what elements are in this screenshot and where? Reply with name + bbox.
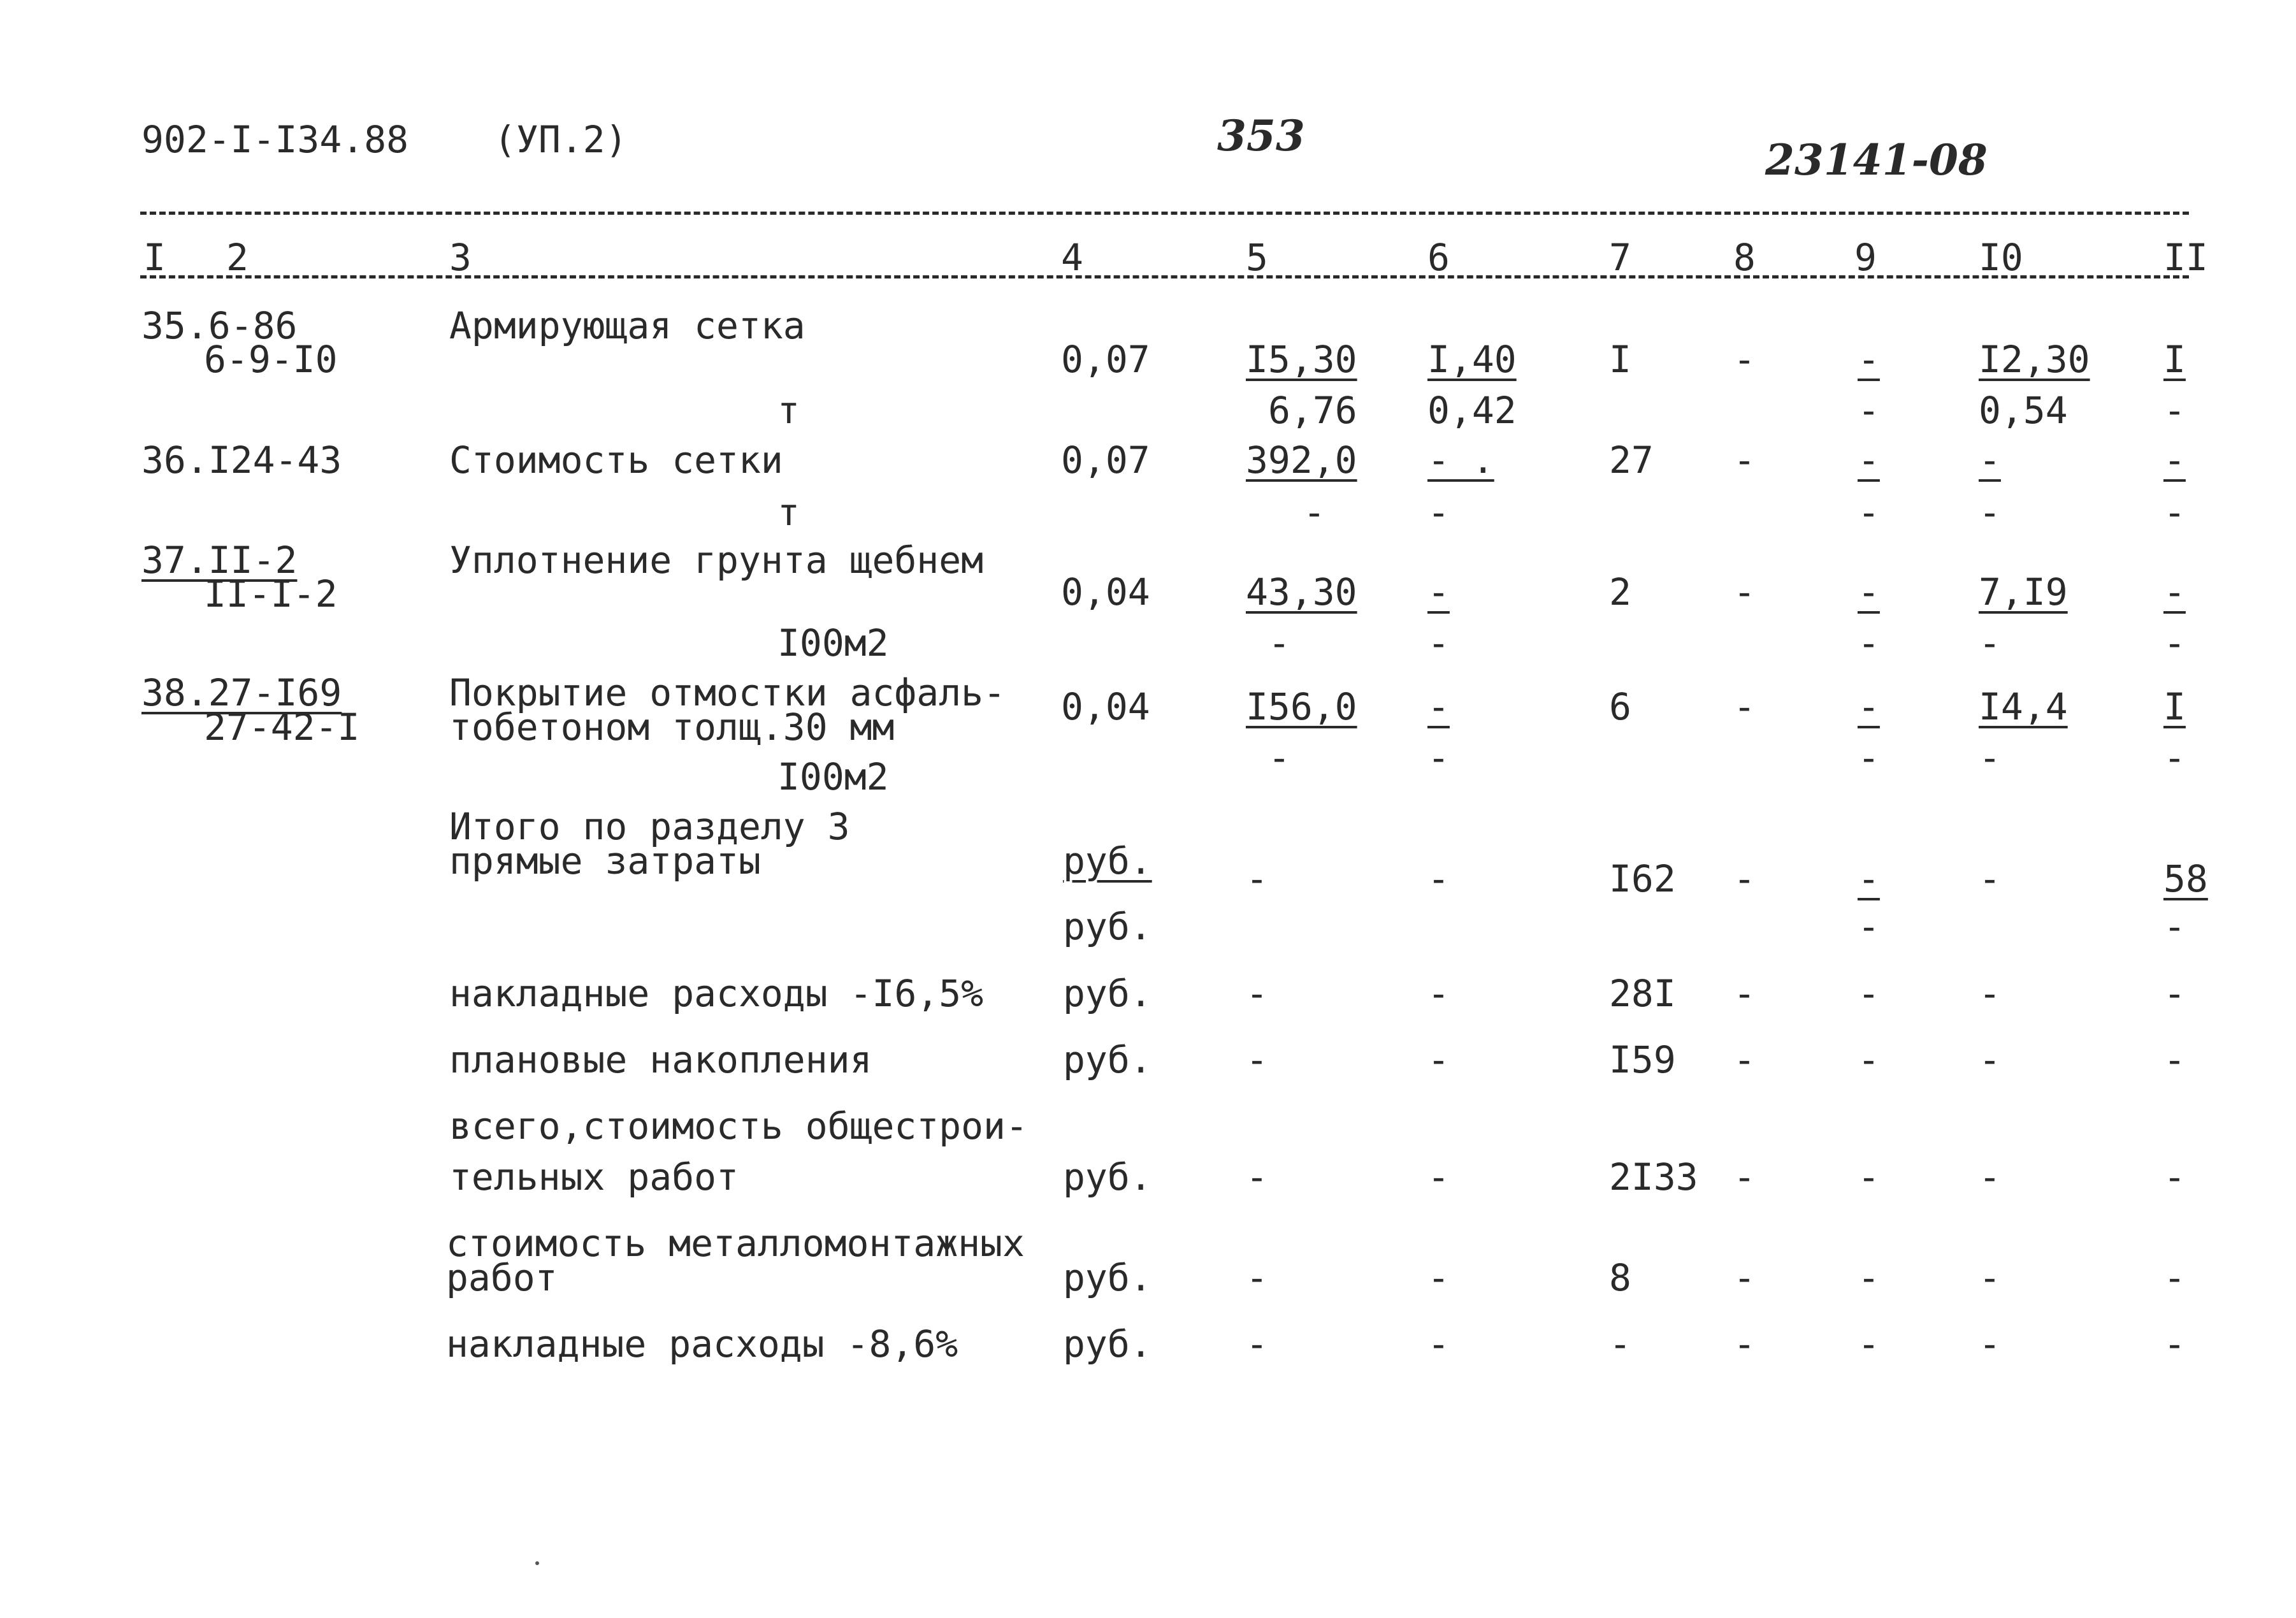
- planned-savings-col5: -: [1246, 1038, 1268, 1081]
- row-37-col11-sub: -: [2163, 621, 2186, 665]
- row-36-col7: 27: [1609, 438, 1654, 482]
- row-36-col6-sub: -: [1427, 491, 1450, 534]
- row-35-col10-sub: 0,54: [1979, 389, 2068, 432]
- row-35-col5: I5,30: [1246, 338, 1357, 381]
- metal-works-unit: руб.: [1063, 1256, 1152, 1299]
- row-38-code: 38.27-I69: [141, 671, 342, 714]
- row-37-col4: 0,04: [1061, 570, 1150, 614]
- totals-direct-col6: -: [1427, 857, 1450, 900]
- overhead-col11: -: [2163, 972, 2186, 1015]
- overhead-col5: -: [1246, 972, 1268, 1015]
- overhead-metal-col9: -: [1858, 1322, 1880, 1366]
- row-38-col11-sub: -: [2163, 736, 2186, 779]
- row-35-col10: I2,30: [1979, 338, 2090, 381]
- row-36-col11-sub: -: [2163, 491, 2186, 534]
- overhead-metal-unit: руб.: [1063, 1322, 1152, 1366]
- overhead-metal-col11: -: [2163, 1322, 2186, 1366]
- row-36-col6: - .: [1427, 438, 1494, 482]
- column-header-2: 2: [226, 236, 249, 279]
- metal-works-col5: -: [1246, 1256, 1268, 1299]
- column-header-4: 4: [1061, 236, 1083, 279]
- handwritten-number: 23141-08: [1765, 135, 1988, 185]
- totals-direct-unit: руб.: [1063, 839, 1152, 883]
- overhead-col6: -: [1427, 972, 1450, 1015]
- header-bottom-rule: [140, 275, 2189, 278]
- row-36-unit: т: [777, 491, 800, 534]
- overhead-metal-col5: -: [1246, 1322, 1268, 1366]
- overhead-metal-col6: -: [1427, 1322, 1450, 1366]
- column-header-10: I0: [1979, 236, 2023, 279]
- row-38-col8: -: [1733, 685, 1756, 728]
- overhead-col9: -: [1858, 972, 1880, 1015]
- column-header-9: 9: [1854, 236, 1877, 279]
- row-35-name: Армирующая сетка: [449, 304, 805, 347]
- row-36-name: Стоимость сетки: [449, 438, 783, 482]
- planned-savings-col8: -: [1733, 1038, 1756, 1081]
- planned-savings-col7: I59: [1609, 1038, 1676, 1081]
- column-header-5: 5: [1246, 236, 1268, 279]
- row-35-col6: I,40: [1427, 338, 1517, 381]
- row-37-code-sub: II-I-2: [204, 572, 338, 616]
- row-35-col5-sub: 6,76: [1268, 389, 1357, 432]
- total-construction-col8: -: [1733, 1155, 1756, 1199]
- row-37-col9: -: [1858, 570, 1880, 614]
- planned-savings-label: плановые накопления: [449, 1038, 872, 1081]
- row-38-col7: 6: [1609, 685, 1631, 728]
- row-36-col8: -: [1733, 438, 1756, 482]
- row-35-col11: I: [2163, 338, 2186, 381]
- column-header-1: I: [143, 236, 166, 279]
- row-35-col6-sub: 0,42: [1427, 389, 1517, 432]
- row-35-col7: I: [1609, 338, 1631, 381]
- total-construction-col9: -: [1858, 1155, 1880, 1199]
- overhead-label: накладные расходы -I6,5%: [449, 972, 984, 1015]
- row-36-col10-sub: -: [1979, 491, 2001, 534]
- row-35-code: 35.6-86: [141, 304, 298, 347]
- column-header-11: II: [2163, 236, 2208, 279]
- row-35-col9-sub: -: [1858, 389, 1880, 432]
- column-header-6: 6: [1427, 236, 1450, 279]
- planned-savings-col11: -: [2163, 1038, 2186, 1081]
- totals-direct-col7: I62: [1609, 857, 1676, 900]
- row-36-col5: 392,0: [1246, 438, 1357, 482]
- row-35-col9: -: [1858, 338, 1880, 381]
- totals-direct-col11: 58: [2163, 857, 2208, 900]
- planned-savings-col10: -: [1979, 1038, 2001, 1081]
- total-construction-label-line2: тельных работ: [449, 1155, 739, 1199]
- row-36-col4: 0,07: [1061, 438, 1150, 482]
- row-36-code: 36.I24-43: [141, 438, 342, 482]
- totals-title: Итого по разделу 3: [449, 805, 850, 848]
- column-header-8: 8: [1733, 236, 1756, 279]
- planned-savings-unit: руб.: [1063, 1038, 1152, 1081]
- row-38-col6: -: [1427, 685, 1450, 728]
- row-37-col6-sub: -: [1427, 621, 1450, 665]
- section-code: (УП.2): [494, 118, 628, 161]
- row-37-unit: I00м2: [777, 621, 889, 665]
- stray-dot: [535, 1561, 539, 1565]
- totals-direct-unit-sub: руб.: [1063, 905, 1152, 948]
- row-36-col11: -: [2163, 438, 2186, 482]
- totals-direct-col8: -: [1733, 857, 1756, 900]
- total-construction-unit: руб.: [1063, 1155, 1152, 1199]
- row-36-col9-sub: -: [1858, 491, 1880, 534]
- row-38-name-line2: тобетоном толщ.30 мм: [449, 705, 895, 749]
- row-38-col5: I56,0: [1246, 685, 1357, 728]
- totals-direct-label: прямые затраты: [449, 839, 761, 883]
- column-header-3: 3: [449, 236, 472, 279]
- row-36-col5-sub: -: [1303, 491, 1325, 534]
- overhead-metal-col7: -: [1609, 1322, 1631, 1366]
- overhead-metal-col10: -: [1979, 1322, 2001, 1366]
- row-37-col9-sub: -: [1858, 621, 1880, 665]
- row-38-col6-sub: -: [1427, 736, 1450, 779]
- metal-works-label-line2: работ: [446, 1256, 558, 1299]
- row-37-code: 37.II-2: [141, 538, 298, 582]
- page-number: 353: [1217, 111, 1305, 161]
- metal-works-col7: 8: [1609, 1256, 1631, 1299]
- overhead-col8: -: [1733, 972, 1756, 1015]
- row-38-col9: -: [1858, 685, 1880, 728]
- total-construction-col5: -: [1246, 1155, 1268, 1199]
- row-38-col10: I4,4: [1979, 685, 2068, 728]
- total-construction-col11: -: [2163, 1155, 2186, 1199]
- total-construction-col6: -: [1427, 1155, 1450, 1199]
- metal-works-label-line1: стоимость металломонтажных: [446, 1222, 1025, 1265]
- totals-direct-col11-sub: -: [2163, 905, 2186, 948]
- total-construction-label-line1: всего,стоимость общестрои-: [449, 1104, 1028, 1148]
- header-top-rule: [140, 212, 2189, 215]
- row-37-col7: 2: [1609, 570, 1631, 614]
- row-36-col9: -: [1858, 438, 1880, 482]
- row-35-col11-sub: -: [2163, 389, 2186, 432]
- total-construction-col7: 2I33: [1609, 1155, 1698, 1199]
- metal-works-col6: -: [1427, 1256, 1450, 1299]
- overhead-col10: -: [1979, 972, 2001, 1015]
- row-35-code-sub: 6-9-I0: [204, 338, 338, 381]
- overhead-metal-label: накладные расходы -8,6%: [446, 1322, 958, 1366]
- row-38-unit: I00м2: [777, 755, 889, 798]
- metal-works-col11: -: [2163, 1256, 2186, 1299]
- metal-works-col10: -: [1979, 1256, 2001, 1299]
- document-code: 902-I-I34.88: [141, 118, 409, 161]
- row-37-col10: 7,I9: [1979, 570, 2068, 614]
- overhead-col7: 28I: [1609, 972, 1676, 1015]
- row-38-code-sub: 27-42-I: [204, 705, 360, 749]
- row-37-col8: -: [1733, 570, 1756, 614]
- row-38-col11: I: [2163, 685, 2186, 728]
- totals-direct-col9-sub: -: [1858, 905, 1880, 948]
- column-header-7: 7: [1609, 236, 1631, 279]
- metal-works-col9: -: [1858, 1256, 1880, 1299]
- row-37-col6: -: [1427, 570, 1450, 614]
- totals-direct-col10: -: [1979, 857, 2001, 900]
- totals-direct-col5: -: [1246, 857, 1268, 900]
- row-37-col5: 43,30: [1246, 570, 1357, 614]
- row-37-col11: -: [2163, 570, 2186, 614]
- row-38-col5-sub: -: [1268, 736, 1290, 779]
- row-38-col9-sub: -: [1858, 736, 1880, 779]
- planned-savings-col6: -: [1427, 1038, 1450, 1081]
- planned-savings-col9: -: [1858, 1038, 1880, 1081]
- row-38-col10-sub: -: [1979, 736, 2001, 779]
- totals-direct-col9: -: [1858, 857, 1880, 900]
- row-37-col5-sub: -: [1268, 621, 1290, 665]
- row-37-name: Уплотнение грунта щебнем: [449, 538, 984, 582]
- metal-works-col8: -: [1733, 1256, 1756, 1299]
- row-35-col8: -: [1733, 338, 1756, 381]
- row-35-col4: 0,07: [1061, 338, 1150, 381]
- overhead-unit: руб.: [1063, 972, 1152, 1015]
- overhead-metal-col8: -: [1733, 1322, 1756, 1366]
- row-38-name-line1: Покрытие отмостки асфаль-: [449, 671, 1006, 714]
- row-36-col10: -: [1979, 438, 2001, 482]
- row-37-col10-sub: -: [1979, 621, 2001, 665]
- total-construction-col10: -: [1979, 1155, 2001, 1199]
- row-38-col4: 0,04: [1061, 685, 1150, 728]
- row-35-unit: т: [777, 389, 800, 432]
